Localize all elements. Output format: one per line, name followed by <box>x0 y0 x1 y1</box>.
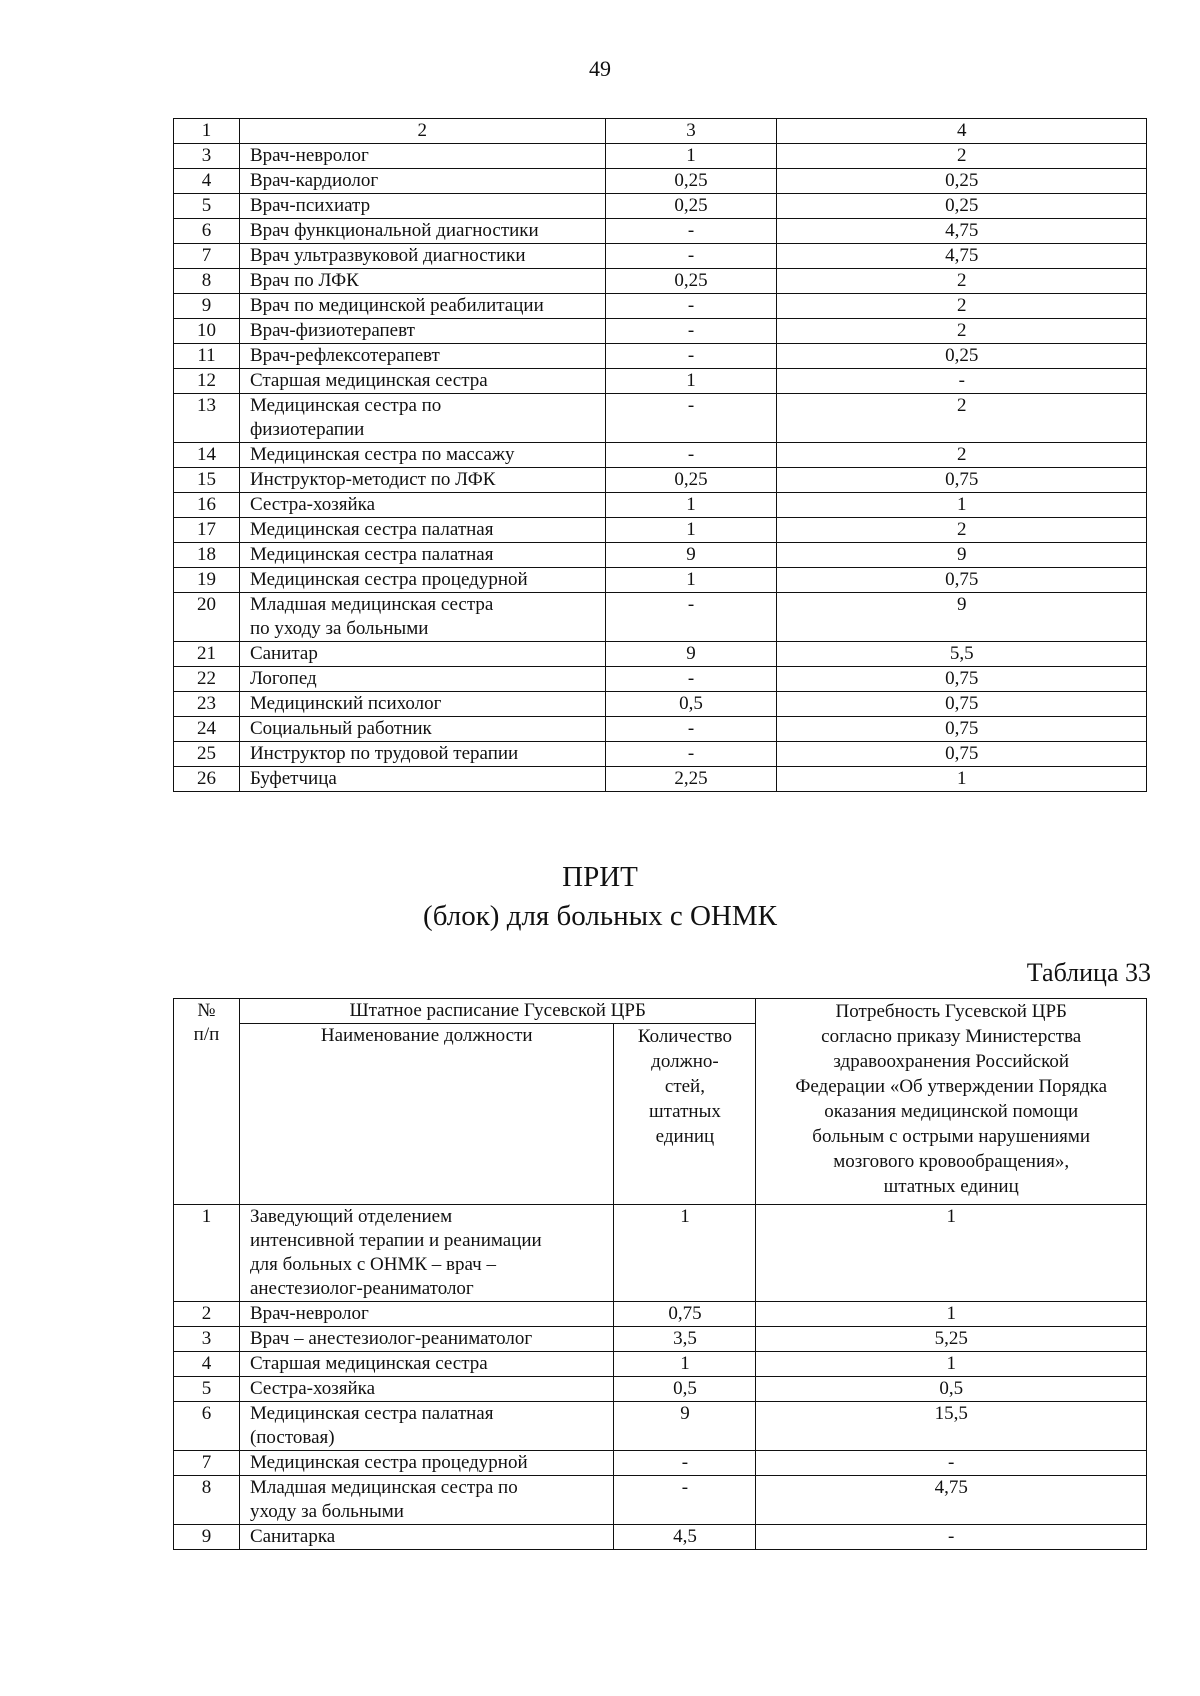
required-staff-count: 0,75 <box>777 717 1147 742</box>
row-number: 24 <box>174 717 240 742</box>
required-staff-count: 0,25 <box>777 169 1147 194</box>
position-name: Буфетчица <box>239 767 605 792</box>
position-name: Медицинская сестра палатная (постовая) <box>239 1402 614 1451</box>
current-staff-count: 1 <box>605 568 777 593</box>
required-staff-count: - <box>756 1525 1147 1550</box>
required-staff-count: 1 <box>777 493 1147 518</box>
current-staff-count: - <box>605 593 777 642</box>
position-name: Заведующий отделением интенсивной терапии и реанимации для больных с ОНМК – врач – анестезиолог-реаниматолог <box>239 1205 614 1302</box>
current-staff-count: 0,25 <box>605 169 777 194</box>
row-number: 7 <box>174 1451 240 1476</box>
position-name: Младшая медицинская сестра по уходу за больными <box>239 593 605 642</box>
table-row <box>174 294 1147 319</box>
required-staff-count: 15,5 <box>756 1402 1147 1451</box>
row-number: 15 <box>174 468 240 493</box>
col-current-header: 3 <box>605 119 777 144</box>
staff-table-2-body <box>174 1205 1147 1550</box>
current-staff-count: 9 <box>605 543 777 568</box>
position-name: Врач по медицинской реабилитации <box>239 294 605 319</box>
row-number: 4 <box>174 169 240 194</box>
table-row <box>174 1352 1147 1377</box>
table-row <box>174 568 1147 593</box>
row-number: 21 <box>174 642 240 667</box>
required-staff-count: 0,5 <box>756 1377 1147 1402</box>
staff-table-2 <box>173 998 1147 1550</box>
section-title: ПРИТ <box>562 861 638 893</box>
position-name: Логопед <box>239 667 605 692</box>
current-staff-count: 3,5 <box>614 1327 756 1352</box>
table-row <box>174 518 1147 543</box>
required-staff-count: 5,5 <box>777 642 1147 667</box>
current-staff-count: 9 <box>614 1402 756 1451</box>
table-row <box>174 1476 1147 1525</box>
required-staff-count: 4,75 <box>756 1476 1147 1525</box>
current-staff-count: 1 <box>605 493 777 518</box>
table-row <box>174 1525 1147 1550</box>
table-row <box>174 394 1147 443</box>
current-staff-count: 0,75 <box>614 1302 756 1327</box>
row-number: 3 <box>174 144 240 169</box>
col-need-header: Потребность Гусевской ЦРБ согласно приказу Министерства здравоохранения Российской Федерации «Об утверждении Порядка оказания медицинской помощи больным с острыми нарушениями мозгового кровообращения», штатных единиц <box>756 999 1147 1205</box>
position-name: Врач функциональной диагностики <box>239 219 605 244</box>
section-subtitle: (блок) для больных с ОНМК <box>423 900 777 932</box>
current-staff-count: 0,5 <box>605 692 777 717</box>
current-staff-count: - <box>605 219 777 244</box>
col-schedule-header: Штатное расписание Гусевской ЦРБ <box>239 999 755 1024</box>
col-position-header: Наименование должности <box>239 1024 614 1205</box>
position-name: Врач по ЛФК <box>239 269 605 294</box>
position-name: Социальный работник <box>239 717 605 742</box>
position-name: Врач-кардиолог <box>239 169 605 194</box>
row-number: 20 <box>174 593 240 642</box>
position-name: Младшая медицинская сестра по уходу за больными <box>239 1476 614 1525</box>
required-staff-count: 9 <box>777 543 1147 568</box>
table-row <box>174 319 1147 344</box>
current-staff-count: - <box>605 319 777 344</box>
required-staff-count: - <box>777 369 1147 394</box>
table-row <box>174 1302 1147 1327</box>
current-staff-count: - <box>605 344 777 369</box>
row-number: 4 <box>174 1352 240 1377</box>
required-staff-count: - <box>756 1451 1147 1476</box>
table-row <box>174 543 1147 568</box>
row-number: 6 <box>174 219 240 244</box>
row-number: 11 <box>174 344 240 369</box>
staff-table-1-body <box>174 144 1147 792</box>
row-number: 26 <box>174 767 240 792</box>
required-staff-count: 2 <box>777 518 1147 543</box>
current-staff-count: - <box>605 394 777 443</box>
row-number: 5 <box>174 1377 240 1402</box>
table-row <box>174 244 1147 269</box>
table-row <box>174 1327 1147 1352</box>
table-row <box>174 344 1147 369</box>
position-name: Санитарка <box>239 1525 614 1550</box>
row-number: 18 <box>174 543 240 568</box>
current-staff-count: 0,25 <box>605 194 777 219</box>
required-staff-count: 0,75 <box>777 692 1147 717</box>
position-name: Старшая медицинская сестра <box>239 369 605 394</box>
required-staff-count: 2 <box>777 443 1147 468</box>
row-number: 19 <box>174 568 240 593</box>
page-number: 49 <box>589 56 611 81</box>
required-staff-count: 2 <box>777 319 1147 344</box>
table-row <box>174 169 1147 194</box>
col-number-header: № п/п <box>174 999 240 1205</box>
table-row <box>174 717 1147 742</box>
row-number: 13 <box>174 394 240 443</box>
row-number: 12 <box>174 369 240 394</box>
position-name: Врач-невролог <box>239 1302 614 1327</box>
current-staff-count: 4,5 <box>614 1525 756 1550</box>
position-name: Инструктор по трудовой терапии <box>239 742 605 767</box>
required-staff-count: 9 <box>777 593 1147 642</box>
table-caption: Таблица 33 <box>1026 958 1151 987</box>
position-name: Врач-рефлексотерапевт <box>239 344 605 369</box>
row-number: 7 <box>174 244 240 269</box>
position-name: Сестра-хозяйка <box>239 493 605 518</box>
required-staff-count: 2 <box>777 394 1147 443</box>
current-staff-count: - <box>614 1476 756 1525</box>
current-staff-count: - <box>605 667 777 692</box>
table-row <box>174 493 1147 518</box>
required-staff-count: 1 <box>756 1205 1147 1302</box>
position-name: Санитар <box>239 642 605 667</box>
current-staff-count: - <box>605 294 777 319</box>
required-staff-count: 4,75 <box>777 244 1147 269</box>
current-staff-count: 2,25 <box>605 767 777 792</box>
table-row <box>174 1377 1147 1402</box>
position-name: Медицинская сестра процедурной <box>239 1451 614 1476</box>
position-name: Медицинская сестра по физиотерапии <box>239 394 605 443</box>
required-staff-count: 0,25 <box>777 344 1147 369</box>
current-staff-count: - <box>605 443 777 468</box>
row-number: 8 <box>174 1476 240 1525</box>
position-name: Медицинский психолог <box>239 692 605 717</box>
row-number: 5 <box>174 194 240 219</box>
required-staff-count: 0,75 <box>777 667 1147 692</box>
current-staff-count: 1 <box>614 1352 756 1377</box>
table-row <box>174 443 1147 468</box>
row-number: 8 <box>174 269 240 294</box>
col-position-header: 2 <box>239 119 605 144</box>
required-staff-count: 2 <box>777 294 1147 319</box>
required-staff-count: 0,25 <box>777 194 1147 219</box>
current-staff-count: - <box>605 244 777 269</box>
staff-table-1 <box>173 118 1147 792</box>
table-header-row <box>174 119 1147 144</box>
position-name: Врач – анестезиолог-реаниматолог <box>239 1327 614 1352</box>
row-number: 6 <box>174 1402 240 1451</box>
table-row <box>174 767 1147 792</box>
current-staff-count: 0,5 <box>614 1377 756 1402</box>
current-staff-count: 0,25 <box>605 269 777 294</box>
table-row <box>174 1402 1147 1451</box>
table-row <box>174 642 1147 667</box>
table-row <box>174 194 1147 219</box>
row-number: 17 <box>174 518 240 543</box>
col-index-header: 1 <box>174 119 240 144</box>
row-number: 2 <box>174 1302 240 1327</box>
current-staff-count: 9 <box>605 642 777 667</box>
required-staff-count: 0,75 <box>777 568 1147 593</box>
required-staff-count: 2 <box>777 144 1147 169</box>
table-row <box>174 219 1147 244</box>
table-row <box>174 692 1147 717</box>
position-name: Врач-невролог <box>239 144 605 169</box>
required-staff-count: 0,75 <box>777 468 1147 493</box>
table-row <box>174 1451 1147 1476</box>
required-staff-count: 4,75 <box>777 219 1147 244</box>
position-name: Старшая медицинская сестра <box>239 1352 614 1377</box>
position-name: Инструктор-методист по ЛФК <box>239 468 605 493</box>
table-row <box>174 369 1147 394</box>
current-staff-count: 1 <box>614 1205 756 1302</box>
current-staff-count: 1 <box>605 144 777 169</box>
table-row <box>174 593 1147 642</box>
current-staff-count: 1 <box>605 518 777 543</box>
position-name: Медицинская сестра по массажу <box>239 443 605 468</box>
position-name: Медицинская сестра палатная <box>239 518 605 543</box>
current-staff-count: - <box>614 1451 756 1476</box>
row-number: 22 <box>174 667 240 692</box>
table-row <box>174 1205 1147 1302</box>
table-row <box>174 667 1147 692</box>
position-name: Медицинская сестра палатная <box>239 543 605 568</box>
row-number: 25 <box>174 742 240 767</box>
table-header-row <box>174 999 1147 1024</box>
required-staff-count: 1 <box>756 1302 1147 1327</box>
position-name: Врач-психиатр <box>239 194 605 219</box>
position-name: Врач ультразвуковой диагностики <box>239 244 605 269</box>
row-number: 14 <box>174 443 240 468</box>
required-staff-count: 2 <box>777 269 1147 294</box>
required-staff-count: 0,75 <box>777 742 1147 767</box>
col-quantity-header: Количество должно- стей, штатных единиц <box>614 1024 756 1205</box>
current-staff-count: - <box>605 717 777 742</box>
row-number: 23 <box>174 692 240 717</box>
row-number: 16 <box>174 493 240 518</box>
position-name: Медицинская сестра процедурной <box>239 568 605 593</box>
table-row <box>174 468 1147 493</box>
position-name: Сестра-хозяйка <box>239 1377 614 1402</box>
current-staff-count: 1 <box>605 369 777 394</box>
row-number: 9 <box>174 294 240 319</box>
current-staff-count: 0,25 <box>605 468 777 493</box>
col-need-header: 4 <box>777 119 1147 144</box>
table-row <box>174 269 1147 294</box>
row-number: 1 <box>174 1205 240 1302</box>
row-number: 9 <box>174 1525 240 1550</box>
table-row <box>174 742 1147 767</box>
row-number: 10 <box>174 319 240 344</box>
table-row <box>174 144 1147 169</box>
current-staff-count: - <box>605 742 777 767</box>
position-name: Врач-физиотерапевт <box>239 319 605 344</box>
required-staff-count: 1 <box>777 767 1147 792</box>
required-staff-count: 1 <box>756 1352 1147 1377</box>
required-staff-count: 5,25 <box>756 1327 1147 1352</box>
row-number: 3 <box>174 1327 240 1352</box>
